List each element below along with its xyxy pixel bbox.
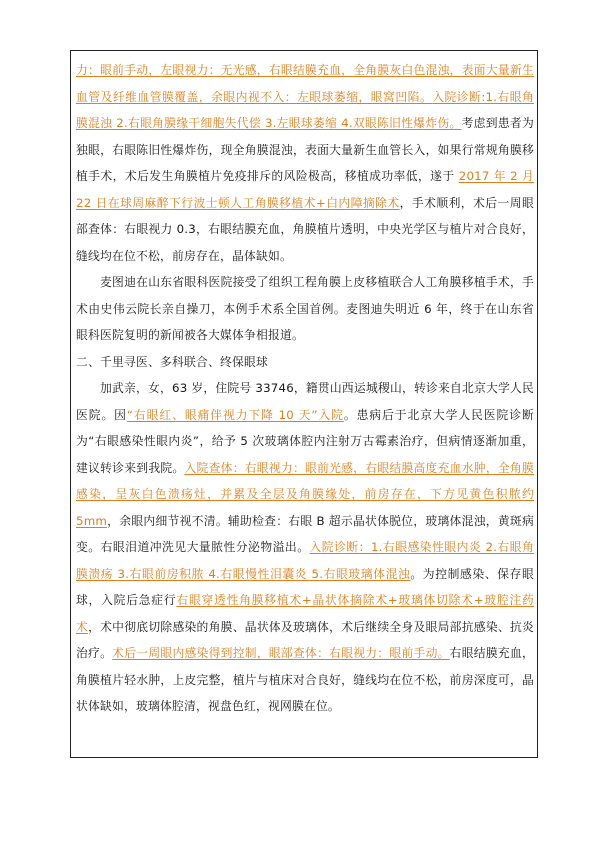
text-segment: 。为控制感染、保存眼球，入院后急症行 [76, 566, 534, 607]
document-body [76, 57, 534, 720]
text-segment: ，手术顺利，术后一周眼部查体：右眼视力 0.3，右眼结膜充血，角膜植片透明，中央光学区与植片对合良好，缝线均在位不松，前房存在，晶体缺如。 [76, 195, 534, 263]
text-segment: 考虑到患者为独眼，右眼陈旧性爆炸伤，现全角膜混浊，表面大量新生血管长入，如果行常规角膜移植手术，术后发生角膜植片免疫排斥的风险极高，移植成功率低，遂于 [76, 116, 534, 183]
case-paragraph-2: 麦图迪在山东省眼科医院接受了组织工程角膜上皮移植联合人工角膜移植手术，手术由史伟云院长亲自操刀，本例手术系全国首例。麦图迪失明近 6 年，终于在山东省眼科医院复明的新闻被各大媒体争相报道。 [76, 275, 534, 342]
highlighted-text-segment: 右眼穿透性角膜移植术+晶状体摘除术+玻璃体切除术+玻腔注药术 [76, 593, 534, 634]
text-segment: 。患病后于北京大学人民医院诊断为“右眼感染性眼内炎”，给予 5 次玻璃体腔内注射万古霉素治疗，但病情逐渐加重，建议转诊来到我院。 [76, 407, 534, 475]
text-segment: 右眼结膜充血，角膜植片轻水肿，上皮完整，植片与植床对合良好，缝线均在位不松，前房深度可，晶状体缺如，玻璃体腔清，视盘色红，视网膜在位。 [76, 646, 534, 713]
section-heading: 二、千里寻医、多科联合、终保眼球 [76, 354, 268, 369]
case-paragraph-1 [76, 57, 534, 269]
text-segment: ，余眼内细节视不清。辅助检查：右眼 B 超示晶状体脱位，玻璃体混浊，黄斑病变。右眼泪道冲洗见大量脓性分泌物溢出。 [76, 513, 534, 554]
highlighted-text-segment: 入院诊断:1.右眼角膜混浊 2.右眼角膜缘干细胞失代偿 3.左眼球萎缩 4.双眼陈旧性爆炸伤。 [76, 89, 534, 130]
highlighted-text-segment: 入院查体：右眼视力：眼前光感，右眼结膜高度充血水肿，全角膜感染，呈灰白色溃疡灶，并累及全层及角膜缘处，前房存在，下方见黄色积脓约 5mm [76, 460, 534, 528]
text-segment: 加武亲，女，63 岁，住院号 33746，籍贯山西运城稷山，转诊来自北京大学人民医院。因 [76, 381, 534, 422]
text-segment: ，术中彻底切除感染的角膜、晶状体及玻璃体，术后继续全身及眼局部抗感染、抗炎治疗。 [76, 619, 535, 660]
case-paragraph-3 [76, 375, 534, 720]
highlighted-text-segment: 力：眼前手动，左眼视力：无光感，右眼结膜充血，全角膜灰白色混浊，表面大量新生血管及纤维血管膜覆盖，余眼内视不入：左眼球萎缩，眼窝凹陷。 [76, 63, 534, 104]
highlighted-text-segment: 2017 年 2 月 22 日在球周麻醉下行波士顿人工角膜移植术+白内障摘除术 [76, 169, 535, 210]
highlighted-text-segment: 术后一周眼内感染得到控制，眼部查体：右眼视力：眼前手动。 [112, 646, 450, 660]
highlighted-text-segment: “右眼红、眼痛伴视力下降 10 天”入院 [126, 407, 344, 422]
highlighted-text-segment: 入院诊断：1.右眼感染性眼内炎 2.右眼角膜溃疡 3.右眼前房积脓 4.右眼慢性泪囊炎 5.右眼玻璃体混浊 [76, 540, 534, 581]
